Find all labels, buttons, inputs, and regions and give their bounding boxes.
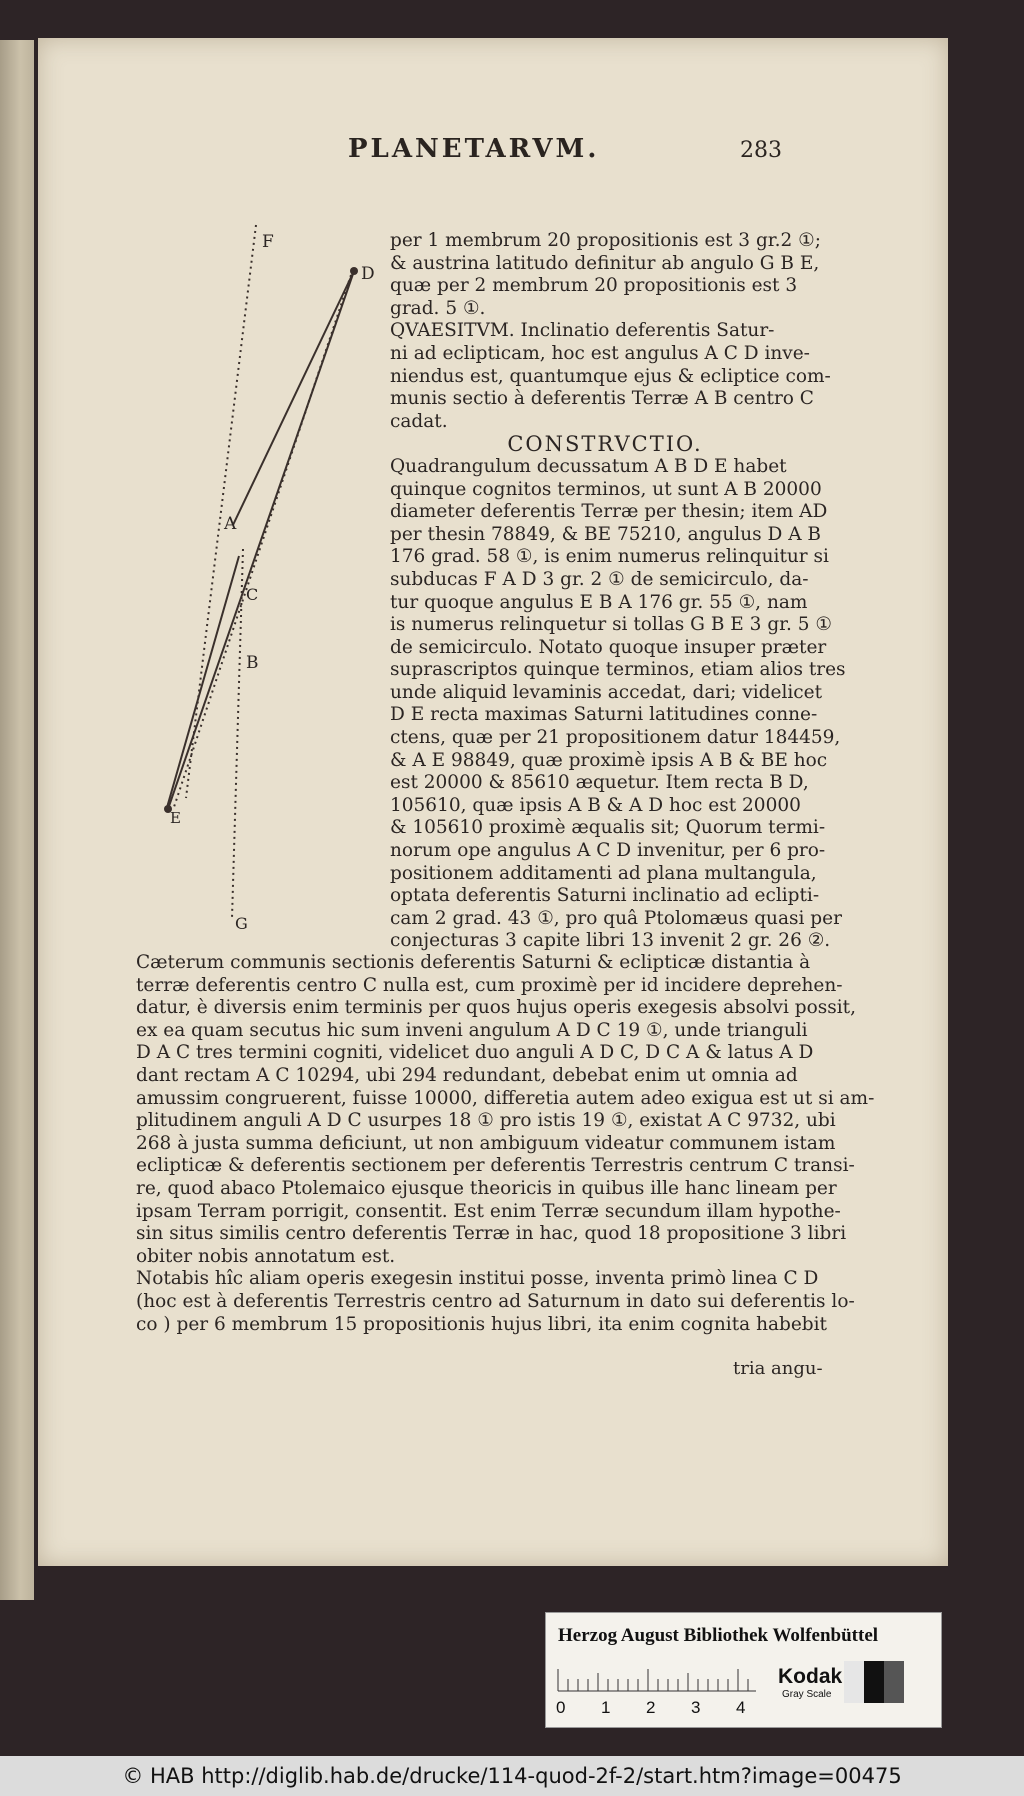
- text-line: per thesin 78849, & BE 75210, angulus D A B: [390, 523, 822, 545]
- label-d: D: [361, 264, 375, 284]
- text-line: plitudinem anguli A D C usurpes 18 ① pro istis 19 ①, existat A C 9732, ubi: [136, 1110, 836, 1132]
- gray-swatches: [844, 1661, 904, 1703]
- diagram-line-fa: [186, 225, 259, 798]
- label-c: C: [246, 585, 259, 604]
- catchword: tria angu-: [733, 1358, 823, 1379]
- ruler-ticks: [558, 1669, 748, 1691]
- text-line: re, quod abaco Ptolemaico ejusque theoricis in quibus ille hanc lineam per: [136, 1177, 837, 1199]
- text-line: (hoc est à deferentis Terrestris centro ad Saturnum in dato sui deferentis lo-: [136, 1290, 855, 1312]
- text-line: positionem additamenti ad plana multangula,: [390, 862, 817, 884]
- book-page: [38, 38, 948, 1566]
- geometric-diagram: [138, 223, 375, 943]
- text-line: suprascriptos quinque terminos, etiam alios tres: [390, 659, 846, 681]
- text-line: cadat.: [390, 410, 448, 432]
- text-line: co ) per 6 membrum 15 propositionis hujus libri, ita enim cognita habebit: [136, 1313, 827, 1335]
- text-line: ni ad eclipticam, hoc est angulus A C D inve-: [390, 342, 810, 364]
- text-line: conjecturas 3 capite libri 13 invenit 2 gr. 26 ②.: [390, 930, 831, 952]
- scale-number: 2: [646, 1698, 656, 1717]
- label-a: A: [224, 514, 237, 534]
- text-line: ex ea quam secutus hic sum inveni angulum A D C 19 ①, unde trianguli: [136, 1019, 808, 1041]
- footer-credit: © HAB http://diglib.hab.de/drucke/114-quod-2f-2/start.htm?image=00475: [0, 1756, 1024, 1796]
- diagram-line-bg: [232, 549, 243, 918]
- text-line: est 20000 & 85610 æquetur. Item recta B D,: [390, 772, 809, 794]
- text-line: unde aliquid levaminis accedat, dari; videlicet: [390, 681, 823, 703]
- color-calibration-card: [545, 1612, 942, 1728]
- text-line: Notabis hîc aliam operis exegesin institui posse, inventa primò linea C D: [136, 1268, 819, 1290]
- text-line: ipsam Terram porrigit, consentit. Est enim Terræ secundum illam hypothe-: [136, 1200, 841, 1222]
- text-line: amussim congruerent, fuisse 10000, differetia autem adeo exigua est ut si am-: [136, 1087, 875, 1109]
- text-line: 105610, quæ ipsis A B & A D hoc est 20000: [390, 794, 801, 816]
- label-b: B: [246, 653, 259, 673]
- text-line: cam 2 grad. 43 ①, pro quâ Ptolomæus quasi per: [390, 907, 842, 929]
- text-line: & austrina latitudo definitur ab angulo G B E,: [390, 252, 820, 274]
- text-line: is numerus relinquetur si tollas G B E 3 gr. 5 ①: [390, 614, 832, 636]
- text-line: obiter nobis annotatum est.: [136, 1245, 396, 1267]
- library-name: Herzog August Bibliothek Wolfenbüttel: [558, 1625, 879, 1646]
- scale-number: 4: [736, 1698, 746, 1717]
- text-line: diameter deferentis Terræ per thesin; item AD: [390, 501, 828, 523]
- text-line: terræ deferentis centro C nulla est, cum proximè per id incidere deprehen-: [136, 974, 843, 996]
- diagram-line-de: [168, 271, 354, 809]
- text-line: D E recta maximas Saturni latitudines conne-: [390, 704, 818, 726]
- text-line: subducas F A D 3 gr. 2 ① de semicirculo, da-: [390, 568, 809, 590]
- text-line: sin situs similis centro deferentis Terræ in hac, quod 18 propositione 3 libri: [136, 1223, 847, 1245]
- text-line: quæ per 2 membrum 20 propositionis est 3: [390, 275, 798, 297]
- text-line: dant rectam A C 10294, ubi 294 redundant, debebat enim ut omnia ad: [136, 1064, 798, 1086]
- text-line: norum ope angulus A C D invenitur, per 6 pro-: [390, 840, 826, 862]
- text-line: D A C tres termini cogniti, videlicet duo anguli A D C, D C A & latus A D: [136, 1042, 814, 1064]
- text-line: grad. 5 ①.: [390, 297, 486, 319]
- text-line: 176 grad. 58 ①, is enim numerus relinquitur si: [390, 546, 829, 568]
- kodak-brand: Kodak: [778, 1665, 843, 1688]
- section-heading: CONSTRVCTIO.: [507, 432, 703, 457]
- scale-number: 1: [601, 1698, 611, 1717]
- scale-number: 3: [691, 1698, 701, 1717]
- text-line: datur, è diversis enim terminis per quos hujus operis exegesis absolvi possit,: [136, 997, 856, 1019]
- text-line: munis sectio à deferentis Terræ A B centro C: [390, 388, 814, 410]
- label-g: G: [235, 914, 248, 933]
- text-line: optata deferentis Saturni inclinatio ad eclipti-: [390, 885, 820, 907]
- label-f: F: [262, 232, 274, 252]
- text-line: quinque cognitos terminos, ut sunt A B 20000: [390, 478, 822, 500]
- diagram-line-be: [166, 556, 239, 811]
- text-line: ctens, quæ per 21 propositionem datur 184459,: [390, 727, 841, 749]
- text-line: Cæterum communis sectionis deferentis Saturni & eclipticæ distantia à: [136, 952, 811, 973]
- full-width-text: [136, 952, 875, 1336]
- diagram-line-ad: [233, 271, 354, 525]
- scale-number: 0: [556, 1698, 566, 1717]
- text-line: tur quoque angulus E B A 176 gr. 55 ①, nam: [390, 591, 808, 613]
- text-line: 268 à justa summa deficiunt, ut non ambiguum videatur communem istam: [136, 1132, 836, 1154]
- scale-ruler: [556, 1661, 766, 1721]
- right-text-column: [390, 230, 846, 953]
- text-line: & A E 98849, quæ proximè ipsis A B & BE hoc: [390, 749, 828, 771]
- text-line: per 1 membrum 20 propositionis est 3 gr.2 ①;: [390, 230, 821, 251]
- text-line: Quadrangulum decussatum A B D E habet: [390, 455, 787, 477]
- grayscale-label: Gray Scale: [782, 1689, 832, 1700]
- running-header-title: PLANETARVM.: [348, 134, 600, 164]
- page-number: 283: [740, 138, 782, 163]
- point-d: [350, 267, 358, 275]
- text-line: de semicirculo. Notato quoque insuper præter: [390, 636, 827, 658]
- label-e: E: [170, 809, 181, 827]
- facing-page-edge: [0, 40, 34, 1600]
- text-line: niendus est, quantumque ejus & ecliptice com-: [390, 365, 831, 387]
- text-line: QVAESITVM. Inclinatio deferentis Satur-: [390, 320, 775, 342]
- text-line: eclipticæ & deferentis sectionem per deferentis Terrestris centrum C transi-: [136, 1155, 855, 1177]
- text-line: & 105610 proximè æqualis sit; Quorum termi-: [390, 817, 826, 839]
